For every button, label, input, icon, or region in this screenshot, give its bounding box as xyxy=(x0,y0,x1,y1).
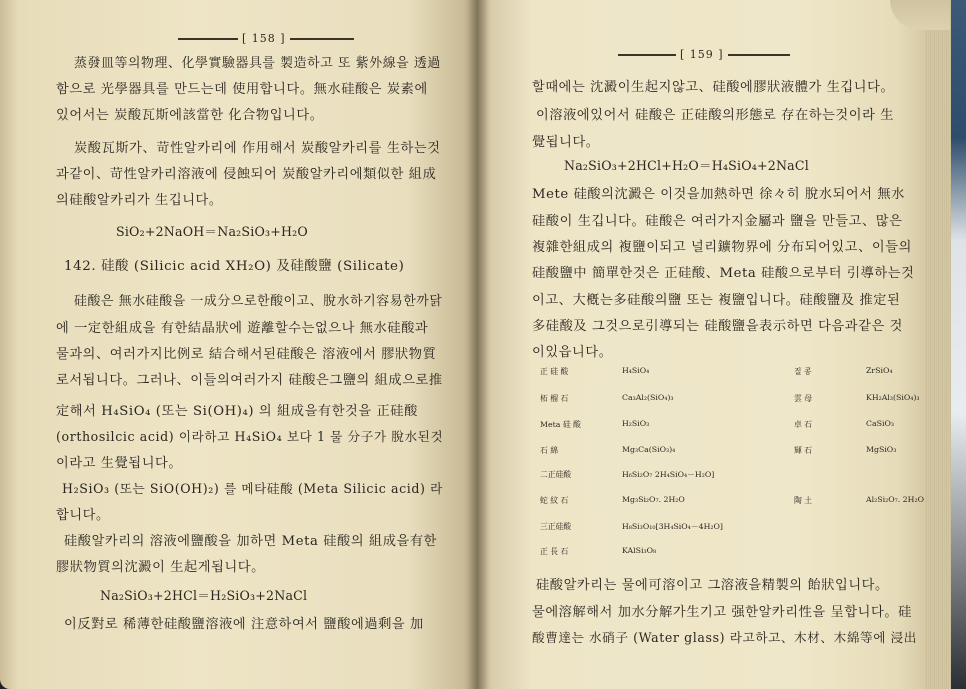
text-line: 물과의、여러가지比例로 結合해서된硅酸은 溶液에서 膠狀物質 xyxy=(56,347,437,362)
header-rule xyxy=(178,38,238,40)
text-line: 함으로 光學器具를 만드는데 使用합니다。無水硅酸은 炭素에 xyxy=(56,82,428,97)
left-page-number: [ 158 ] xyxy=(242,32,286,45)
text-line: 이라고 生覺됩니다。 xyxy=(56,456,183,471)
text-line: 酸曹達는 水硝子 (Water glass) 라고하고、木材、木綿等에 浸出 xyxy=(532,630,917,645)
page-edges xyxy=(925,0,953,689)
mineral-name: Meta 硅 酸 xyxy=(540,420,581,429)
text-line: 蒸發皿等의物理、化學實驗器具를 製造하고 또 紫外線을 透過 xyxy=(74,56,441,71)
right-page xyxy=(478,0,933,689)
mineral-row xyxy=(540,469,966,480)
mineral-name: 三正硅酸 xyxy=(540,522,572,531)
text-line: 에 一定한組成을 有한結晶狀에 遊離할수는없으나 無水硅酸과 xyxy=(56,321,429,336)
book-gutter xyxy=(468,0,488,689)
mineral-formula: CaSiO₃ xyxy=(866,419,894,428)
mineral-name: 雲 母 xyxy=(794,394,813,403)
text-line: 覺됩니다。 xyxy=(532,135,600,150)
mineral-formula: Mg₃Si₂O₇. 2H₂O xyxy=(622,495,685,504)
text-line: 硅酸알카리의 溶液에鹽酸을 加하면 Meta 硅酸의 組成을有한 xyxy=(64,534,438,549)
mineral-name: 正 長 石 xyxy=(540,547,569,556)
text-line: 多硅酸及 그것으로引導되는 硅酸鹽을表示하면 다음과같은 것 xyxy=(532,319,903,334)
text-line: 硅酸은 無水硅酸을 一成分으로한酸이고、脫水하기容易한까닭 xyxy=(74,294,443,309)
text-line: 있어서는 炭酸瓦斯에該當한 化合物입니다。 xyxy=(56,108,324,123)
text-line: 複雜한組成의 複鹽이되고 널리鑛物界에 分布되어있고、이들의 xyxy=(532,240,912,255)
mineral-name: 卓 石 xyxy=(794,420,813,429)
equation: Na₂SiO₃+2HCl＝H₂SiO₃+2NaCl xyxy=(100,588,308,603)
text-line: 硅酸이 生깁니다。硅酸은 여러가지金屬과 鹽을 만들고、많은 xyxy=(532,214,903,229)
text-line: 할때에는 沈澱이生起지않고、硅酸에膠狀液體가 生깁니다。 xyxy=(532,80,895,95)
background-strip xyxy=(951,0,966,689)
mineral-name: 輝 石 xyxy=(794,446,813,455)
mineral-row xyxy=(540,495,966,506)
header-rule xyxy=(728,54,790,56)
text-line: 硅酸알카리는 물에可溶이고 그溶液을精製의 飴狀입니다。 xyxy=(536,578,889,593)
mineral-row xyxy=(540,393,966,404)
text-line: 의硅酸알카리가 生깁니다。 xyxy=(56,193,223,208)
right-page-number: [ 159 ] xyxy=(680,48,724,61)
mineral-formula: Mg₃Ca(SiO₃)₄ xyxy=(622,445,676,454)
mineral-name: 石 綿 xyxy=(540,446,559,455)
mineral-formula: H₂SiO₃ xyxy=(622,419,650,428)
equation: SiO₂+2NaOH＝Na₂SiO₃+H₂O xyxy=(116,224,308,239)
mineral-name: 蛇 紋 石 xyxy=(540,496,569,505)
left-page-header xyxy=(178,32,354,45)
text-line: 이反對로 稀薄한硅酸鹽溶液에 注意하여서 鹽酸에過剩을 加 xyxy=(64,617,424,632)
mineral-row xyxy=(540,521,966,532)
text-line: 이고、大槪는多硅酸의鹽 또는 複鹽입니다。硅酸鹽及 推定된 xyxy=(532,293,901,308)
text-line: 합니다。 xyxy=(56,508,110,523)
header-rule xyxy=(618,54,676,56)
mineral-formula: H₈Si₃O₁₀[3H₄SiO₄－4H₂O] xyxy=(622,522,723,531)
mineral-row xyxy=(540,546,966,557)
mineral-name: 正 硅 酸 xyxy=(540,367,569,376)
left-page xyxy=(0,0,478,689)
section-heading: 142. 硅酸 (Silicic acid XH₂O) 及硅酸鹽 (Silicate) xyxy=(64,259,405,274)
mineral-formula: Ca₃Al₂(SiO₄)₃ xyxy=(622,393,674,402)
mineral-row xyxy=(540,419,966,430)
text-line: 물에溶解해서 加水分解가生기고 强한알카리性을 呈합니다。硅 xyxy=(532,605,912,620)
text-line: 이있읍니다。 xyxy=(532,345,613,360)
mineral-formula: H₄SiO₄ xyxy=(622,366,650,375)
mineral-row xyxy=(540,445,966,456)
text-line: 이溶液에있어서 硅酸은 正硅酸의形態로 存在하는것이라 生 xyxy=(536,108,895,123)
mineral-formula: KAlSi₃O₈ xyxy=(622,546,657,555)
text-line: (orthosilcic acid) 이라하고 H₄SiO₄ 보다 1 물 分子가 脫水된것 xyxy=(56,429,444,444)
mineral-name: 柘 榴 石 xyxy=(540,394,569,403)
mineral-formula: MgSiO₃ xyxy=(866,445,897,454)
mineral-name: 二正硅酸 xyxy=(540,470,572,479)
mineral-row xyxy=(540,366,966,377)
text-line: H₂SiO₃ (또는 SiO(OH)₂) 를 메타硅酸 (Meta Silicic acid) 라 xyxy=(62,481,443,496)
mineral-name: 질 콩 xyxy=(794,367,812,376)
text-line: Mete 硅酸의沈澱은 이것을加熱하면 徐々히 脫水되어서 無水 xyxy=(532,187,905,202)
mineral-formula: H₆Si₂O₇ 2H₄SiO₄－H₂O] xyxy=(622,470,715,479)
text-line: 膠狀物質의沈澱이 生起게됩니다。 xyxy=(56,560,265,575)
mineral-formula: KH₂Al₃(SiO₄)₃ xyxy=(866,393,920,402)
text-line: 로서됩니다。그러나、이들의여러가지 硅酸은그鹽의 組成으로推 xyxy=(56,373,443,388)
equation: Na₂SiO₃+2HCl+H₂O＝H₄SiO₄+2NaCl xyxy=(564,158,809,173)
right-page-header xyxy=(618,48,790,61)
mineral-formula: Al₂Si₂O₇. 2H₂O xyxy=(866,495,924,504)
text-line: 炭酸瓦斯가、苛性알카리에 作用해서 炭酸알카리를 生하는것 xyxy=(74,141,441,156)
mineral-name: 陶 土 xyxy=(794,496,813,505)
header-rule xyxy=(290,38,354,40)
text-line: 硅酸鹽中 簡單한것은 正硅酸、Meta 硅酸으로부터 引導하는것 xyxy=(532,266,915,281)
mineral-name xyxy=(794,546,866,557)
mineral-formula: ZrSiO₄ xyxy=(866,366,893,375)
text-line: 定해서 H₄SiO₄ (또는 Si(OH)₄) 의 組成을有한것을 正硅酸 xyxy=(56,404,418,419)
text-line: 과같이、苛性알카리溶液에 侵蝕되어 炭酸알카리에類似한 組成 xyxy=(56,167,437,182)
